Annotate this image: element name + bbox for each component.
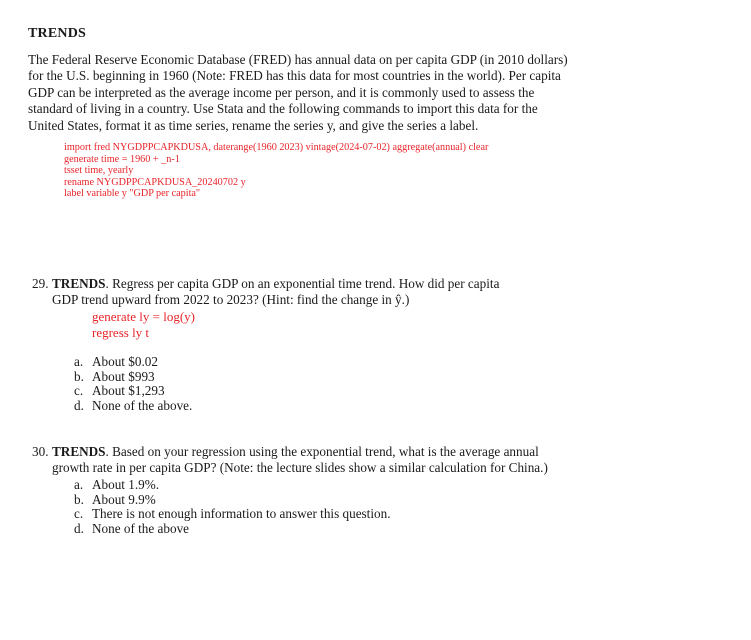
question-text-body: . Based on your regression using the exponential trend, what is the average annual growth rate in per capita GDP? (Note: the lecture slides show a similar calculation for China.) [52,444,548,476]
code-line: label variable y "GDP per capita" [64,188,201,200]
answer-option-c[interactable] [74,507,552,522]
question-number: 30. [32,444,49,459]
option-text: About 9.9% [92,491,156,507]
question-label: TRENDS [52,444,106,459]
section-heading: TRENDS [28,26,86,41]
option-letter: c. [74,506,84,522]
question-text [52,444,552,477]
answer-option-c[interactable] [74,384,532,399]
answer-option-b[interactable] [74,370,532,385]
answer-option-a[interactable] [74,355,532,370]
code-line: generate ly = log(y) [92,308,195,324]
option-text: None of the above [92,521,190,537]
answer-options [74,355,532,414]
option-letter: c. [74,383,84,399]
option-text: About 1.9%. [92,476,160,492]
answer-option-d[interactable] [74,399,532,414]
option-letter: b. [74,368,84,384]
question-text-line1: . Regress per capita GDP on an exponential time trend. How did per capita [105,276,500,291]
option-letter: b. [74,491,84,507]
question-29-code [92,309,532,341]
option-text: There is not enough information to answer this question. [92,506,391,522]
question-text [52,276,532,309]
intro-paragraph: The Federal Reserve Economic Database (FRED) has annual data on per capita GDP (in 2010 dollars) for the U.S. beginning in 1960 (Note: FRED has this data for most countries in the world). Per capita GDP can be interpreted as the average income per person, and it is commonly used to assess the standard of living in a country. Use Stata and the following commands to import this data for the United States, format it as time series, rename the series y, and give the series a label. [28,52,568,133]
code-line: tsset time, yearly [64,165,134,177]
code-line: regress ly t [92,324,150,340]
trends-section [28,26,568,200]
question-label: TRENDS [52,276,106,291]
option-letter: a. [74,476,84,492]
question-29-stem [32,276,532,309]
answer-options [74,478,552,537]
option-text: About $993 [92,368,155,384]
question-text-line2: GDP trend upward from 2022 to 2023? (Hint: find the change in ŷ.) [52,292,410,308]
question-number: 29. [32,276,49,291]
option-letter: d. [74,398,84,414]
answer-option-b[interactable] [74,493,552,508]
code-line: rename NYGDPPCAPKDUSA_20240702 y [64,176,246,188]
answer-option-a[interactable] [74,478,552,493]
question-29 [32,276,532,414]
option-text: About $0.02 [92,353,158,369]
stata-code-block [64,142,568,200]
option-letter: a. [74,353,84,369]
code-line: import fred NYGDPPCAPKDUSA, daterange(1960 2023) vintage(2024-07-02) aggregate(annual) clear [64,142,489,154]
answer-option-d[interactable] [74,522,552,537]
question-30 [32,444,552,537]
option-text: About $1,293 [92,383,165,399]
question-30-stem [32,444,552,477]
code-line: generate time = 1960 + _n-1 [64,153,180,165]
option-letter: d. [74,521,84,537]
option-text: None of the above. [92,398,193,414]
